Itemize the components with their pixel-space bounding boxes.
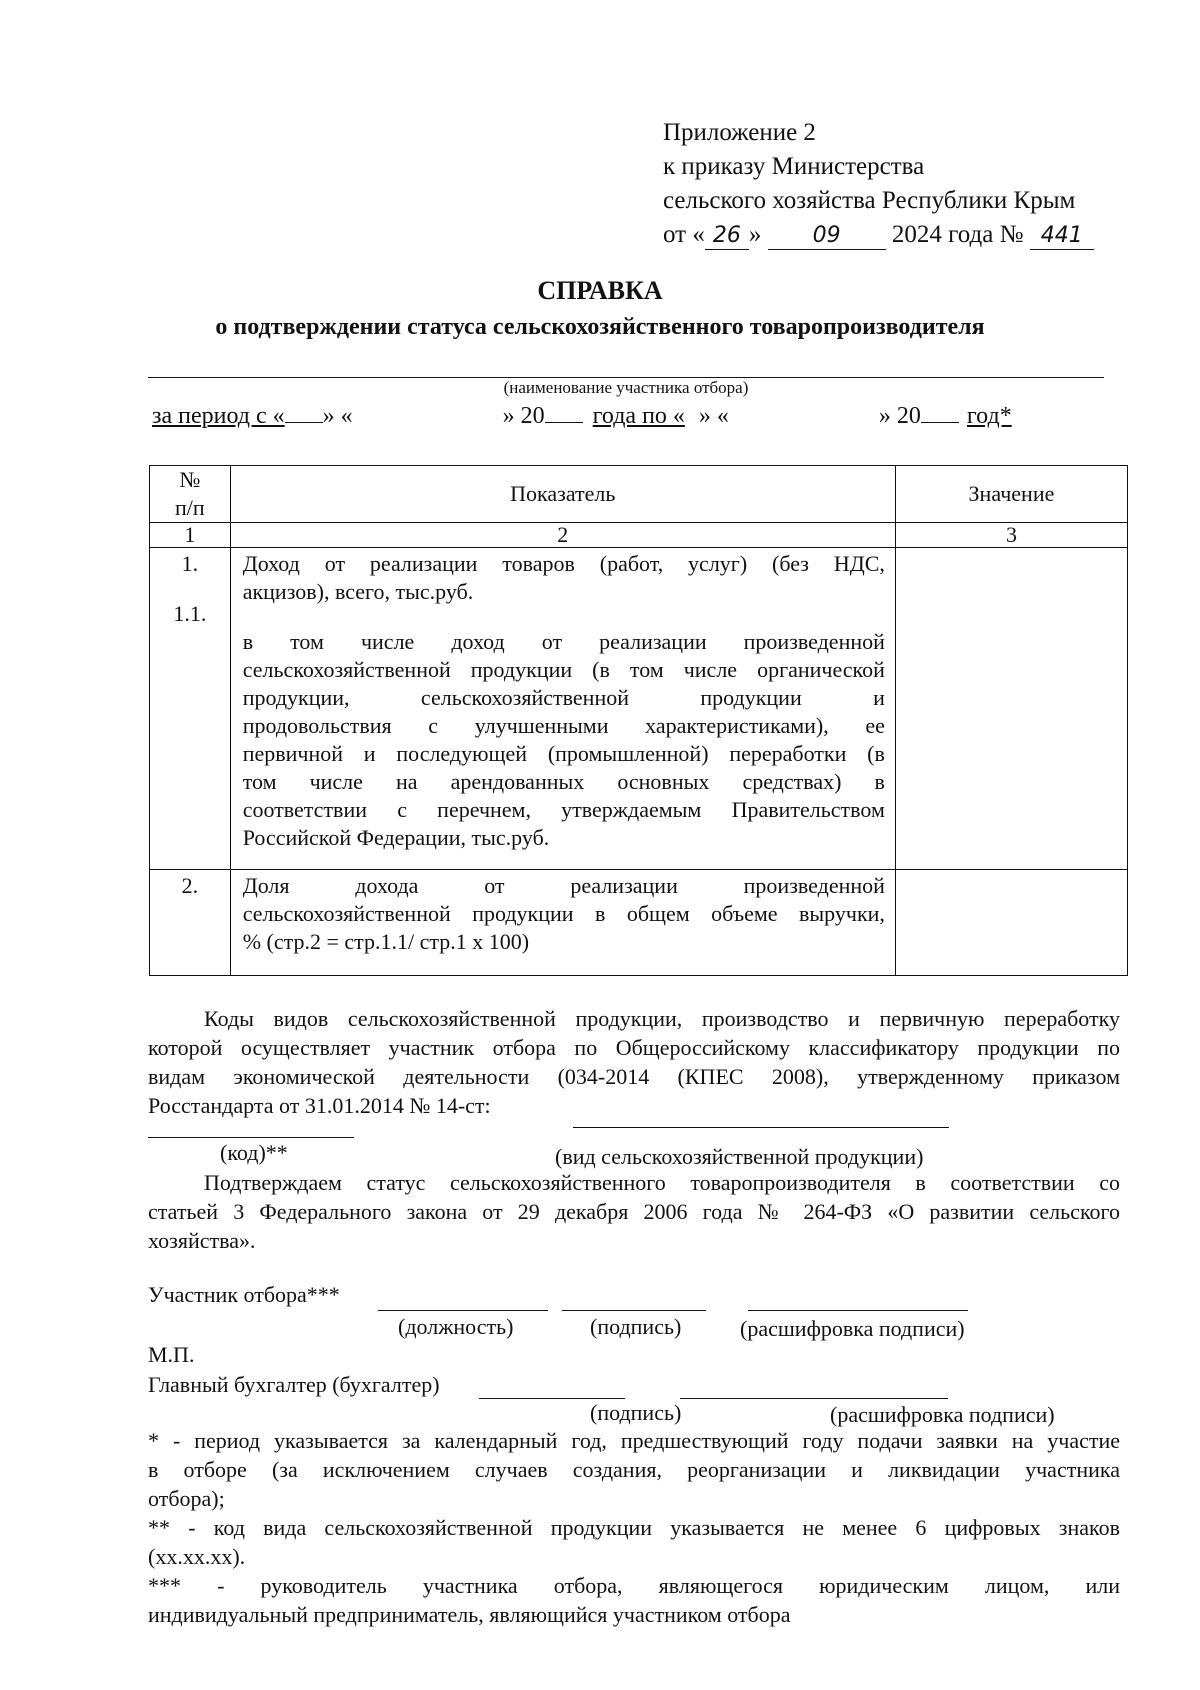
stamp-label: М.П. [148, 1342, 195, 1367]
date-year-text: 2024 года № [891, 221, 1024, 248]
confirm-paragraph [148, 1168, 1120, 1255]
row-value-cell[interactable] [895, 870, 1127, 976]
document-title: СПРАВКА [537, 276, 663, 305]
date-month: 09 [768, 223, 886, 250]
date-mid: » [748, 221, 762, 248]
product-line [573, 1127, 949, 1128]
footnote-line: * - период указывается за календарный год, предшествующий году подачи заявки на участие [148, 1428, 1120, 1453]
codes-paragraph [148, 1004, 1120, 1120]
paragraph-line: которой осуществляет участник отбора по Общероссийскому классификатору продукции по [148, 1035, 1120, 1060]
document-subtitle: о подтверждении статуса сельскохозяйственного товаропроизводителя [215, 314, 985, 340]
indicators-table [149, 465, 1128, 976]
period-text-5: » « [698, 403, 729, 429]
product-caption: (вид сельскохозяйственной продукции) [555, 1144, 924, 1169]
period-text-3: » 20 [502, 403, 545, 429]
row-text-line: продовольствия с улучшенными характеристиками), ее [242, 713, 885, 738]
row-text-line: в том числе доход от реализации произведенной [242, 629, 885, 654]
row-text-line: сельскохозяйственной продукции (в том числе органической [242, 657, 885, 682]
decoding-line[interactable] [748, 1310, 968, 1311]
order-number: 441 [1030, 223, 1094, 250]
row-text-line: Доход от реализации товаров (работ, услуг) (без НДС, [242, 551, 885, 576]
row-text-line: соответствии с перечнем, утверждаемым Правительством [242, 797, 885, 822]
header-indicator: Показатель [230, 466, 895, 523]
period-gap [353, 401, 503, 423]
row-text-line: % (стр.2 = стр.1.1/ стр.1 х 100) [242, 929, 530, 954]
period-text-6: » 20 [878, 403, 921, 429]
paragraph-line: видам экономической деятельности (034-2014 (КПЕС 2008), утвержденному приказом [148, 1064, 1120, 1089]
appendix-date-line [663, 218, 1094, 252]
row-subnumber: 1.1. [173, 601, 207, 626]
row-text-line: Доля дохода от реализации произведенной [242, 873, 885, 898]
header-number: № п/п [150, 466, 231, 523]
paragraph-line: хозяйства». [148, 1228, 256, 1253]
row-value-cell[interactable] [895, 548, 1127, 870]
column-number: 3 [895, 523, 1127, 548]
row-text-line: продукции, сельскохозяйственной продукции и [242, 685, 885, 710]
code-caption: (код)** [220, 1140, 288, 1165]
row-indicator-cell [230, 548, 895, 870]
code-line [148, 1137, 354, 1138]
footnote-line: ** - код вида сельскохозяйственной продукции указывается не менее 6 цифровых знаков [148, 1515, 1120, 1540]
appendix-block [663, 116, 1094, 252]
footnote-line: отбора); [148, 1486, 225, 1511]
date-day: 26 [705, 223, 749, 250]
period-gap [285, 400, 323, 423]
period-text-2: » « [322, 403, 353, 429]
appendix-line-3: сельского хозяйства Республики Крым [663, 187, 1076, 214]
signature-caption: (подпись) [590, 1314, 682, 1339]
row-number: 1. [181, 551, 199, 576]
period-gap [729, 401, 879, 423]
position-line[interactable] [378, 1310, 548, 1311]
column-numbers-row [150, 523, 1128, 548]
accountant-decoding-caption: (расшифровка подписи) [830, 1402, 1055, 1427]
participant-name-caption: (наименование участника отбора) [503, 378, 749, 397]
footnote-line: индивидуальный предприниматель, являющийся участником отбора [148, 1602, 791, 1627]
row-number-cell [150, 548, 231, 870]
footnote-line: (хх.хх.хх). [148, 1544, 246, 1569]
appendix-line-1: Приложение 2 [663, 119, 816, 146]
period-text-1: за период с « [152, 403, 285, 429]
column-number: 2 [230, 523, 895, 548]
row-text-line: Российской Федерации, тыс.руб. [242, 825, 550, 850]
date-prefix: от « [663, 221, 705, 248]
accountant-decoding-line[interactable] [680, 1398, 948, 1399]
paragraph-line: Коды видов сельскохозяйственной продукции, производство и первичную переработку [204, 1006, 1120, 1031]
footnote-line: в отборе (за исключением случаев создания, реорганизации и ликвидации участника [148, 1457, 1120, 1482]
appendix-line-2: к приказу Министерства [663, 153, 925, 180]
period-text-7: год* [966, 403, 1012, 429]
position-caption: (должность) [398, 1314, 514, 1339]
period-gap [685, 401, 699, 423]
signature-line[interactable] [562, 1310, 706, 1311]
period-gap [921, 400, 959, 423]
footnote-line: *** - руководитель участника отбора, являющегося юридическим лицом, или [148, 1573, 1120, 1598]
table-row [150, 870, 1128, 976]
decoding-caption: (расшифровка подписи) [740, 1316, 965, 1341]
row-text-line: акцизов), всего, тыс.руб. [242, 579, 474, 604]
paragraph-line: статьей 3 Федерального закона от 29 декабря 2006 года № 264-ФЗ «О развитии сельского [148, 1199, 1120, 1224]
table-row [150, 548, 1128, 870]
row-text-line: первичной и последующей (промышленной) переработки (в [242, 741, 885, 766]
column-number: 1 [150, 523, 231, 548]
paragraph-line: Подтверждаем статус сельскохозяйственного товаропроизводителя в соответствии со [204, 1170, 1120, 1195]
period-text-4: года по « [592, 403, 685, 429]
row-text-line: том числе на арендованных основных средствах) в [242, 769, 885, 794]
participant-label: Участник отбора*** [148, 1282, 340, 1307]
accountant-signature-line[interactable] [479, 1398, 625, 1399]
accountant-label: Главный бухгалтер (бухгалтер) [148, 1372, 440, 1397]
header-value: Значение [895, 466, 1127, 523]
accountant-signature-caption: (подпись) [590, 1400, 682, 1425]
row-text-line: сельскохозяйственной продукции в общем объеме выручки, [242, 901, 885, 926]
table-header-row [150, 466, 1128, 523]
period-line [152, 400, 1012, 431]
period-gap [545, 400, 583, 423]
paragraph-line: Росстандарта от 31.01.2014 № 14-ст: [148, 1093, 491, 1118]
row-indicator-cell [230, 870, 895, 976]
footnotes [148, 1426, 1120, 1629]
row-number: 2. [150, 870, 231, 976]
